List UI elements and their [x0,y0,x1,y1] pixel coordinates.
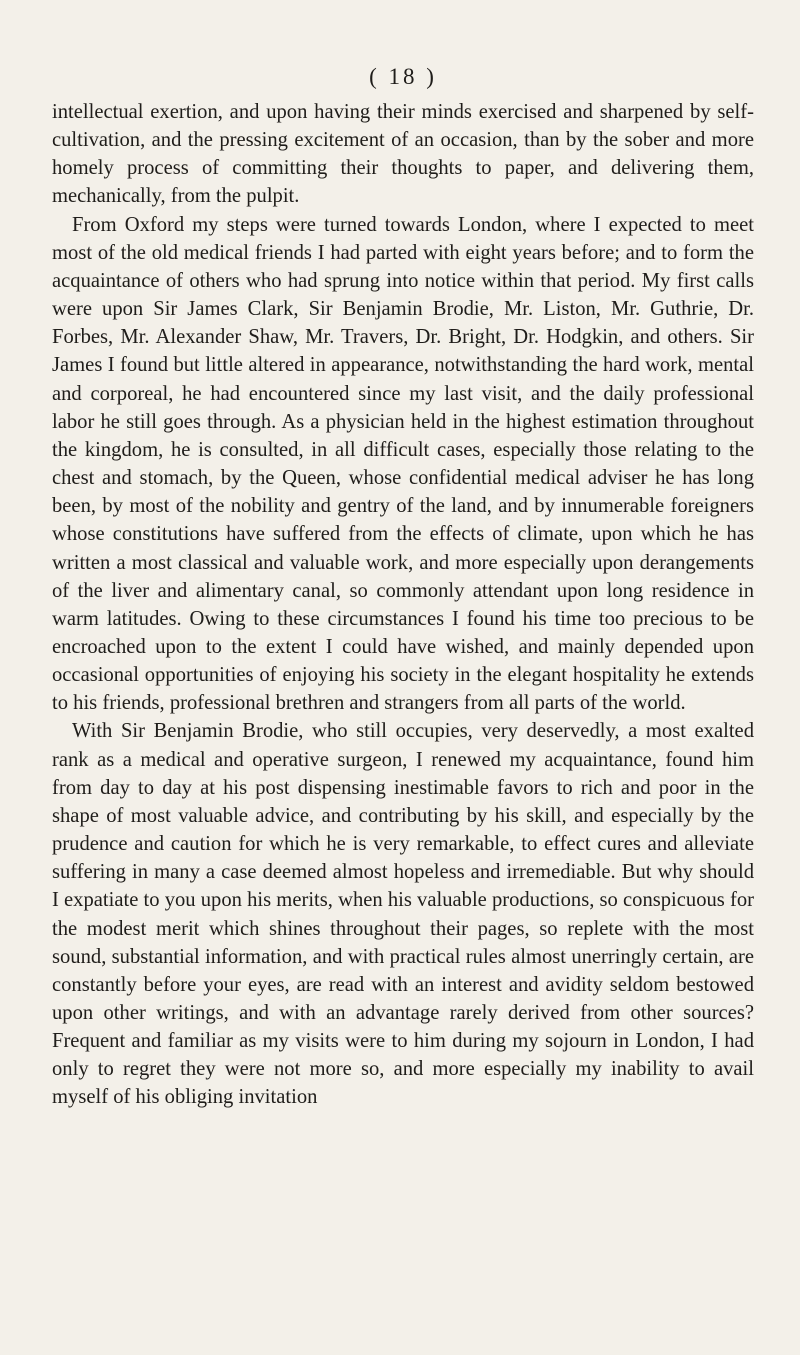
paragraph-london-visit: From Oxford my steps were turned towards London, where I expected to meet most of the old medical friends I had parted with eight years before; and to form the acquaintance of others who had sprung into notice within that period. My first calls were upon Sir James Clark, Sir Benjamin Brodie, Mr. Liston, Mr. Guthrie, Dr. Forbes, Mr. Alexander Shaw, Mr. Travers, Dr. Bright, Dr. Hodgkin, and others. Sir James I found but little altered in appearance, notwithstanding the hard work, mental and corporeal, he had encountered since my last visit, and the daily professional labor he still goes through. As a physician held in the highest estimation throughout the kingdom, he is consulted, in all difficult cases, especially those relating to the chest and stomach, by the Queen, whose confidential medical adviser he has long been, by most of the nobility and gentry of the land, and by innumerable foreigners whose constitutions have suffered from the effects of climate, upon which he has written a most classical and valuable work, and more especially upon derangements of the liver and alimentary canal, so commonly attendant upon long residence in warm latitudes. Owing to these circumstances I found his time too precious to be encroached upon to the extent I could have wished, and mainly depended upon occasional opportunities of enjoying his society in the elegant hospitality he extends to his friends, professional brethren and strangers from all parts of the world. [52,213,754,715]
paragraph-continued: intellectual exertion, and upon having their minds exercised and sharpened by self-cultivation, and the pressing excitement of an occasion, than by the sober and more homely process of committing their thoughts to paper, and delivering them, mechanically, from the pulpit. [52,101,754,208]
page-number: ( 18 ) [369,64,437,89]
paragraph-brodie: With Sir Benjamin Brodie, who still occupies, very deservedly, a most exalted rank as a medical and operative surgeon, I renewed my acquaintance, found him from day to day at his post dispensing inestimable favors to rich and poor in the shape of most valuable advice, and contributing by his skill, and especially by the prudence and caution for which he is very remarkable, to effect cures and alleviate suffering in many a case deemed almost hopeless and irremediable. But why should I expatiate to you upon his merits, when his valuable productions, so conspicuous for the modest merit which shines throughout their pages, so replete with the most sound, substantial information, and with practical rules almost unerringly certain, are constantly before your eyes, are read with an interest and avidity seldom bestowed upon other writings, and with an advantage rarely derived from other sources? Frequent and familiar as my visits were to him during my sojourn in London, I had only to regret they were not more so, and more especially my inability to avail myself of his obliging invitation [52,720,754,1109]
page-body [52,98,754,1112]
